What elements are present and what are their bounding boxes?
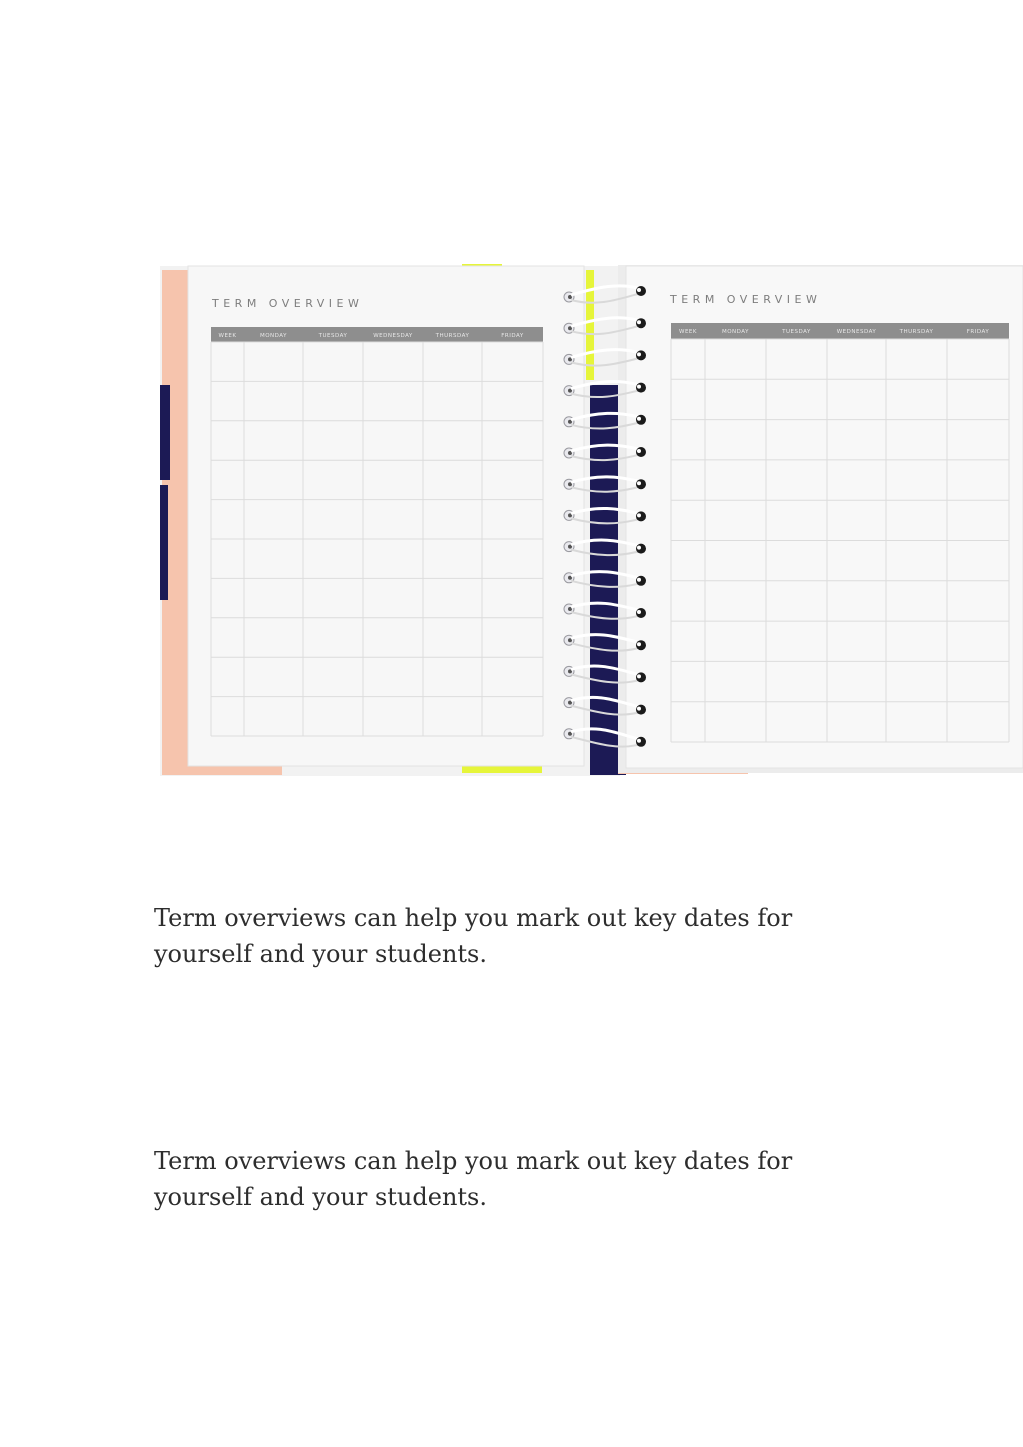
header-label-week: WEEK	[679, 329, 697, 335]
binding-hole-highlight	[637, 610, 641, 614]
binding-hole-highlight	[637, 288, 641, 292]
cover-navy-block	[160, 385, 170, 480]
planner-photo	[0, 250, 1023, 790]
header-label-tuesday: TUESDAY	[318, 333, 348, 339]
binding-hole-highlight	[637, 417, 641, 421]
right-page-paper	[626, 266, 1023, 768]
binding-hole-highlight	[637, 385, 641, 389]
caption-text-repeat: Term overviews can help you mark out key dates for yourself and your students.	[154, 1147, 793, 1211]
binding-hole-highlight	[637, 739, 641, 743]
header-label-friday: FRIDAY	[501, 333, 524, 339]
header-label-monday: MONDAY	[721, 329, 750, 335]
header-label-tuesday: TUESDAY	[782, 329, 811, 335]
header-label-thursday: THURSDAY	[899, 329, 934, 335]
binding-hole-highlight	[637, 352, 641, 356]
binding-hole-highlight	[637, 642, 641, 646]
binding-hole-highlight	[637, 546, 641, 550]
left-page-title: TERM OVERVIEW	[212, 297, 364, 310]
binding-hole-highlight	[637, 578, 641, 582]
right-planner-page	[626, 266, 1023, 768]
binding-hole-highlight	[637, 674, 641, 678]
binding-hole-highlight	[637, 513, 641, 517]
header-label-wednesday: WEDNESDAY	[373, 333, 413, 339]
right-page-title: TERM OVERVIEW	[670, 293, 822, 306]
header-label-friday: FRIDAY	[966, 329, 990, 335]
caption-text: Term overviews can help you mark out key dates for yourself and your students.	[154, 904, 793, 968]
binding-hole-highlight	[637, 320, 641, 324]
cover-lime-spine	[586, 270, 594, 380]
header-label-week: WEEK	[218, 333, 237, 339]
binding-hole-highlight	[637, 707, 641, 711]
header-label-monday: MONDAY	[259, 333, 288, 339]
header-label-wednesday: WEDNESDAY	[836, 329, 877, 335]
header-label-thursday: THURSDAY	[435, 333, 470, 339]
left-planner-page	[188, 266, 584, 766]
cover-navy-block-2	[160, 485, 168, 600]
binding-hole-highlight	[637, 481, 641, 485]
binding-hole-highlight	[637, 449, 641, 453]
